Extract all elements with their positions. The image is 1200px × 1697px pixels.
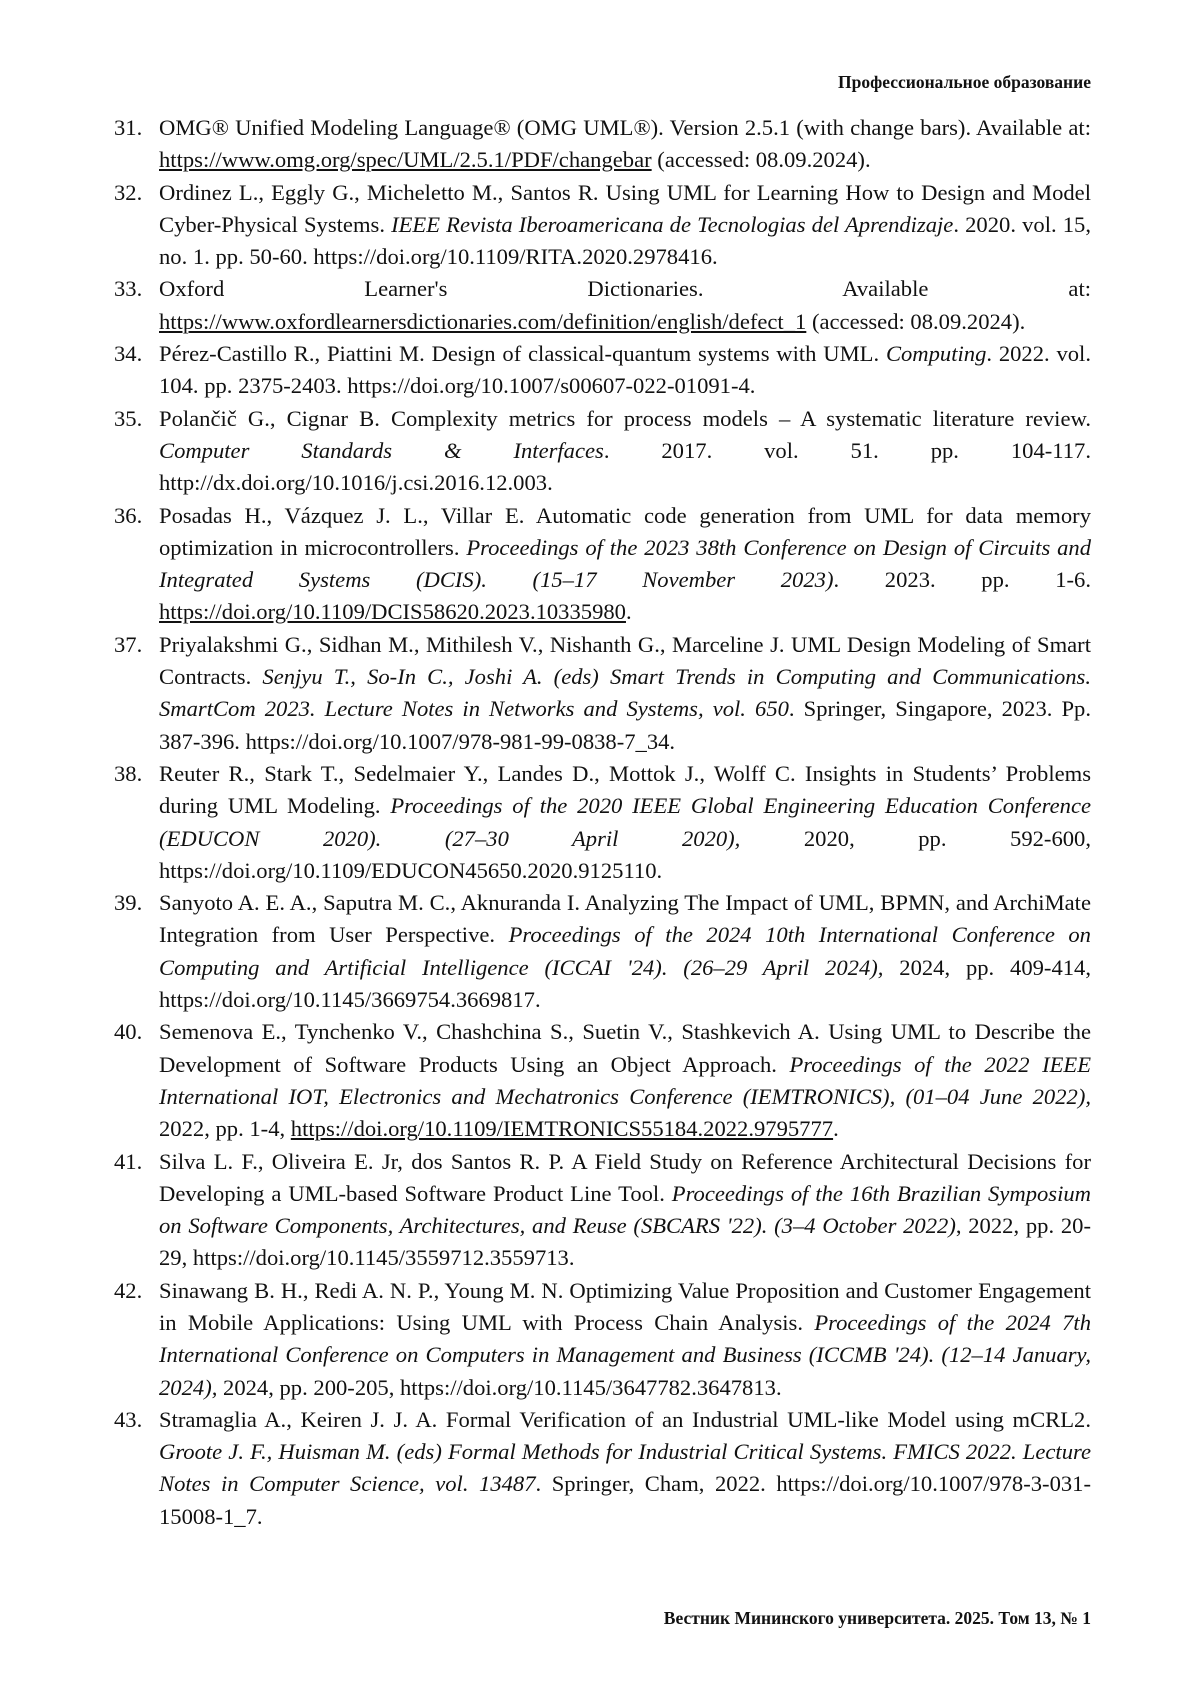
reference-text: (accessed: 08.09.2024). [652,147,871,172]
reference-link[interactable]: https://www.omg.org/spec/UML/2.5.1/PDF/changebar [159,147,652,172]
reference-number: 37. [114,629,142,661]
reference-item [114,1146,1091,1275]
reference-source-italic: Computer Standards & Interfaces [159,438,604,463]
reference-source-italic: Senjyu T., So-In C., Joshi A. (eds) Smart Trends in Computing and Communications. SmartCom 2023. Lecture Notes in Networks and Systems, vol. 650 [159,664,1091,721]
reference-text: Priyalakshmi G., Sidhan M., Mithilesh V., Nishanth G., Marceline J. UML Design Modeling of Smart Contracts. [159,632,1091,689]
reference-item [114,758,1091,887]
reference-source-italic: Computing [886,341,986,366]
reference-link[interactable]: https://doi.org/10.1109/IEMTRONICS55184.2022.9795777 [291,1116,833,1141]
reference-link[interactable]: https://doi.org/10.1109/DCIS58620.2023.10335980 [159,599,626,624]
reference-text: Silva L. F., Oliveira E. Jr, dos Santos R. P. A Field Study on Reference Architectural Decisions for Developing a UML-based Software Product Line Tool. [159,1149,1091,1206]
reference-number: 33. [114,273,142,305]
reference-source-italic: Proceedings of the 2024 7th International Conference on Computers in Management and Business (ICCMB '24). (12–14 January, 2024), [159,1310,1091,1400]
reference-source-italic: IEEE Revista Iberoamericana de Tecnologias del Aprendizaje [391,212,953,237]
reference-text: Semenova E., Tynchenko V., Chashchina S., Suetin V., Stashkevich A. Using UML to Describe the Development of Software Products Using an Object Approach. [159,1019,1091,1076]
reference-text: . 2022. vol. 104. pp. 2375-2403. https://doi.org/10.1007/s00607-022-01091-4. [159,341,1091,398]
reference-text: . Springer, Cham, 2022. https://doi.org/10.1007/978-3-031-15008-1_7. [159,1471,1091,1528]
reference-number: 40. [114,1016,142,1048]
reference-text: Reuter R., Stark T., Sedelmaier Y., Landes D., Mottok J., Wolff C. Insights in Students’ Problems during UML Modeling. [159,761,1091,818]
reference-text: 2024, pp. 200-205, https://doi.org/10.1145/3647782.3647813. [217,1375,781,1400]
reference-text: Sanyoto A. E. A., Saputra M. C., Aknuranda I. Analyzing The Impact of UML, BPMN, and ArchiMate Integration from User Perspective. [159,890,1091,947]
reference-item [114,112,1091,177]
reference-source-italic: Proceedings of the 16th Brazilian Symposium on Software Components, Architectures, and Reuse (SBCARS '22). (3–4 October 2022) [159,1181,1091,1238]
reference-text: . Springer, Singapore, 2023. Pp. 387-396. https://doi.org/10.1007/978-981-99-0838-7_34. [159,696,1091,753]
reference-number: 36. [114,500,142,532]
reference-text: . [626,599,632,624]
reference-number: 35. [114,403,142,435]
reference-link[interactable]: https://www.oxfordlearnersdictionaries.com/definition/english/defect_1 [159,309,806,334]
reference-number: 39. [114,887,142,919]
reference-item [114,273,1091,338]
reference-list [114,112,1091,1533]
reference-text: OMG® Unified Modeling Language® (OMG UML®). Version 2.5.1 (with change bars). Available at: [159,115,1091,140]
reference-text: 2024, pp. 409-414, https://doi.org/10.1145/3669754.3669817. [159,955,1091,1012]
reference-text: Polančič G., Cignar B. Complexity metrics for process models – A systematic literature review. [159,406,1091,431]
reference-item [114,1275,1091,1404]
reference-text: Sinawang B. H., Redi A. N. P., Young M. N. Optimizing Value Proposition and Customer Engagement in Mobile Applications: Using UML with Process Chain Analysis. [159,1278,1091,1335]
reference-item [114,403,1091,500]
reference-item [114,629,1091,758]
reference-number: 38. [114,758,142,790]
reference-text: (accessed: 08.09.2024). [806,309,1025,334]
reference-text: . 2017. vol. 51. pp. 104-117. http://dx.doi.org/10.1016/j.csi.2016.12.003. [159,438,1091,495]
reference-number: 42. [114,1275,142,1307]
reference-item [114,177,1091,274]
reference-text: 2020, pp. 592-600, https://doi.org/10.1109/EDUCON45650.2020.9125110. [159,826,1091,883]
reference-item [114,887,1091,1016]
reference-source-italic: Proceedings of the 2024 10th International Conference on Computing and Artificial Intelligence (ICCAI '24). (26–29 April 2024), [159,922,1091,979]
reference-text: , 2022, pp. 20-29, https://doi.org/10.1145/3559712.3559713. [159,1213,1091,1270]
reference-source-italic: Proceedings of the 2022 IEEE International IOT, Electronics and Mechatronics Conference (IEMTRONICS), (01–04 June 2022), [159,1052,1091,1109]
reference-text: . 2023. pp. 1-6. [833,567,1091,592]
reference-item [114,338,1091,403]
reference-number: 32. [114,177,142,209]
reference-text: Oxford Learner's Dictionaries. Available at: [159,276,1091,301]
running-header: Профессиональное образование [838,72,1091,93]
reference-source-italic: Proceedings of the 2023 38th Conference on Design of Circuits and Integrated Systems (DCIS). (15–17 November 2023) [159,535,1091,592]
reference-source-italic: Proceedings of the 2020 IEEE Global Engineering Education Conference (EDUCON 2020). (27–30 April 2020), [159,793,1091,850]
reference-text: Pérez-Castillo R., Piattini M. Design of classical-quantum systems with UML. [159,341,886,366]
reference-number: 43. [114,1404,142,1436]
reference-text: . 2020. vol. 15, no. 1. pp. 50-60. https://doi.org/10.1109/RITA.2020.2978416. [159,212,1091,269]
reference-text: Stramaglia A., Keiren J. J. A. Formal Verification of an Industrial UML-like Model using mCRL2. [159,1407,1091,1432]
reference-item [114,500,1091,629]
reference-text: Posadas H., Vázquez J. L., Villar E. Automatic code generation from UML for data memory optimization in microcontrollers. [159,503,1091,560]
reference-text: 2022, pp. 1-4, [159,1116,291,1141]
reference-number: 34. [114,338,142,370]
reference-number: 41. [114,1146,142,1178]
reference-text: . [833,1116,839,1141]
reference-item [114,1404,1091,1533]
reference-text: Ordinez L., Eggly G., Micheletto M., Santos R. Using UML for Learning How to Design and Model Cyber-Physical Systems. [159,180,1091,237]
running-footer: Вестник Мининского университета. 2025. Том 13, № 1 [664,1608,1091,1629]
reference-number: 31. [114,112,142,144]
reference-source-italic: Groote J. F., Huisman M. (eds) Formal Methods for Industrial Critical Systems. FMICS 2022. Lecture Notes in Computer Science, vol. 13487 [159,1439,1091,1496]
reference-item [114,1016,1091,1145]
